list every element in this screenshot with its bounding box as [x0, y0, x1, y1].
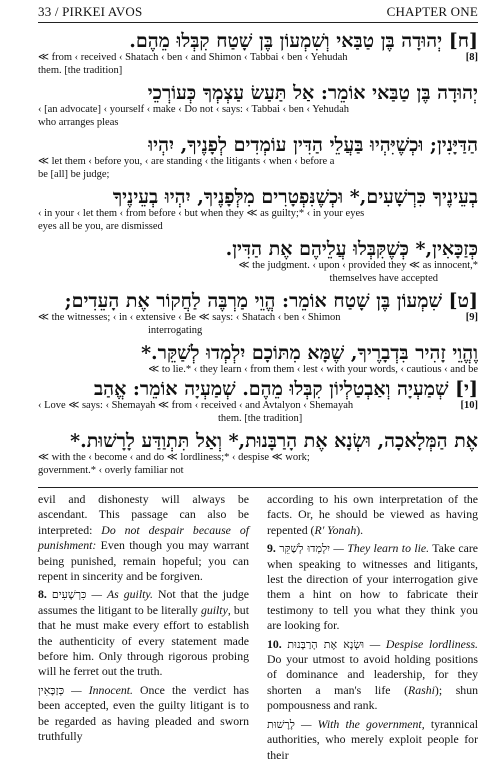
- note-lemma: — With the government,: [301, 716, 425, 731]
- commentary-italic: Rashi: [408, 682, 435, 697]
- mishnah-9-line: [38, 290, 478, 342]
- commentary-text: Take care when speaking to witnesses and litigants, lest the direction of your interrogation give them a hint on how to fabricate their testimony to tell you what they think you are looking for.: [267, 541, 478, 633]
- mishnah-line: [38, 342, 478, 378]
- gloss-text: ≪ the witnesses; ‹ in ‹ extensive ‹ Be ≪ says: ‹ Shatach ‹ ben ‹ Shimon: [38, 312, 341, 323]
- gloss-text-sub: eyes all be you, are dismissed: [38, 221, 163, 232]
- commentary-text: evil and dishonesty will always be ascendant. This passage can also be interpreted:: [38, 492, 249, 537]
- mishnah-number: [8]: [465, 52, 478, 63]
- gloss-text-sub: who arranges pleas: [38, 117, 119, 128]
- commentary-paragraph: [38, 683, 249, 745]
- gloss-line: [38, 364, 478, 378]
- commentary-text: tyrannical authorities, who merely exploit people for their: [267, 716, 478, 762]
- hebrew-line: [ח] יְהוּדָה בֶּן טַבַּאי וְשִׁמְעוֹן בֶּן שָׁטַח קִבְּלוּ מֵהֶם.: [129, 30, 478, 52]
- note-hebrew: יִלְמְדוּ לְשַׁקֵּר: [279, 542, 331, 556]
- commentary-rule: [38, 487, 478, 488]
- commentary-text: , but that he must make every effort to establish the authenticity of every statement made before him. Only through rigorous probing will he ferret out the truth.: [38, 602, 249, 679]
- gloss-text: ‹ Love ≪ says: ‹ Shemayah ≪ from ‹ received ‹ and Avtalyon ‹ Shemayah: [38, 400, 354, 411]
- note-hebrew: כִּרְשָׁעִים: [51, 588, 87, 602]
- hebrew-line: כְּזַכָּאִין,* כְּשֶׁקִּבְּלוּ עֲלֵיהֶם אֶת הַדִּין.: [225, 238, 478, 260]
- mishnah-text: [38, 30, 478, 482]
- mishnah-8-line: [38, 30, 478, 82]
- gloss-text-sub: be [all] be judge;: [38, 169, 110, 180]
- commentary-text: Do your utmost to avoid holding positions of dominance and leadership, for they shorten a man's life (: [267, 652, 478, 697]
- commentary-italic: guilty: [200, 602, 228, 617]
- commentary-left-column: [38, 492, 249, 748]
- gloss-line: [38, 104, 478, 134]
- mishnah-line: [38, 238, 478, 290]
- gloss-line: [38, 208, 478, 238]
- gloss-text-sub: interrogating: [148, 325, 203, 336]
- gloss-line: [38, 400, 478, 430]
- note-number: 9.: [267, 541, 276, 556]
- commentary-text: ); shun pompousness and rank.: [267, 682, 478, 713]
- commentary-paragraph: [267, 637, 478, 714]
- hebrew-line: בְעֵינֶיךָ כִּרְשָׁעִים,* וּכְשֶׁנִּפְטָרִים מִלְּפָנֶיךָ, יִהְיוּ בְעֵינֶיךָ: [112, 186, 478, 208]
- commentary: [38, 492, 478, 762]
- mishnah-line: [38, 186, 478, 238]
- commentary-italic: R' Yonah: [314, 522, 357, 537]
- mishnah-number: [10]: [460, 400, 478, 411]
- note-hebrew: כְּזַכָּאִין: [38, 683, 65, 697]
- note-lemma: — They learn to lie.: [333, 541, 430, 556]
- gloss-line: [38, 52, 478, 82]
- note-lemma: — Despise lordliness.: [369, 636, 478, 651]
- hebrew-line: [י] שְׁמַעְיָה וְאַבְטַלְיוֹן קִבְּלוּ מֵהֶם. שְׁמַעְיָה אוֹמֵר: אֱהַב: [94, 378, 478, 400]
- mishnah-line: [38, 134, 478, 186]
- hebrew-line: אֶת הַמְּלָאכָה, וּשְׂנָא אֶת הָרַבָּנוּת,* וְאַל תִּתְוַדַּע לָרָשׁוּת.*: [70, 430, 478, 452]
- mishnah-line: [38, 82, 478, 134]
- hebrew-line: וֶהֱוֵי זָהִיר בִּדְבָרֶיךָ, שֶׁמָּא מִתּוֹכָם יִלְמְדוּ לְשַׁקֵּר.*: [141, 342, 478, 364]
- gloss-text: ≪ the judgment. ‹ upon ‹ provided they ≪ as innocent,*: [238, 260, 478, 271]
- commentary-text: ).: [356, 522, 364, 537]
- gloss-text: ≪ from ‹ received ‹ Shatach ‹ ben ‹ and Shimon ‹ Tabbai ‹ ben ‹ Yehudah: [38, 52, 348, 63]
- gloss-text: ≪ let them ‹ before you, ‹ are standing ‹ the litigants ‹ when ‹ before a: [38, 156, 335, 167]
- gloss-text-sub: them. [the tradition]: [38, 65, 123, 76]
- gloss-text: ≪ with the ‹ become ‹ and do ≪ lordliness;* ‹ despise ≪ work;: [38, 452, 310, 463]
- commentary-text: Once the verdict has been accepted, even the guilty litigant is to be regarded as having pleaded and sworn truthfully: [38, 682, 249, 744]
- commentary-right-column: [267, 492, 478, 766]
- gloss-text-sub: themselves have accepted: [329, 273, 438, 284]
- commentary-paragraph: [267, 492, 478, 538]
- chapter-label: CHAPTER ONE: [386, 4, 478, 19]
- commentary-paragraph: [267, 717, 478, 763]
- hebrew-line: [ט] שִׁמְעוֹן בֶּן שָׁטַח אוֹמֵר: הֱוֵי מַרְבֶּה לַחֲקוֹר אֶת הָעֵדִים;: [64, 290, 478, 312]
- note-lemma: — As guilty.: [91, 587, 153, 602]
- commentary-text: Even though you may warrant being punished, remain hopeful; you can repent in sincerity and be forgiven.: [38, 538, 249, 584]
- page-number-title: 33 / PIRKEI AVOS: [38, 4, 143, 19]
- note-number: 8.: [38, 587, 47, 602]
- note-hebrew: וּשְׂנָא אֶת הָרַבָּנוּת: [287, 637, 365, 651]
- gloss-line: [38, 156, 478, 186]
- gloss-line: [38, 452, 478, 482]
- gloss-text: ‹ [an advocate] ‹ yourself ‹ make ‹ Do not ‹ says: ‹ Tabbai ‹ ben ‹ Yehudah: [38, 104, 350, 115]
- note-lemma: — Innocent.: [71, 682, 133, 697]
- note-number: 10.: [267, 636, 282, 651]
- gloss-text: ‹ in your ‹ let them ‹ from before ‹ but when they ≪ as guilty;* ‹ in your eyes: [38, 208, 365, 219]
- commentary-paragraph: [38, 492, 249, 584]
- gloss-text-sub: them. [the tradition]: [218, 413, 303, 424]
- note-hebrew: לָרָשׁוּת: [267, 717, 295, 731]
- gloss-line: [38, 312, 478, 342]
- commentary-paragraph: [38, 587, 249, 679]
- gloss-text: ≪ to lie.* ‹ they learn ‹ from them ‹ lest ‹ with your words, ‹ cautious ‹ and be: [148, 364, 478, 375]
- gloss-line: [38, 260, 478, 290]
- hebrew-line: יְהוּדָה בֶּן טַבַּאי אוֹמֵר: אַל תַּעַשׂ עַצְמְךָ כְּעוֹרְכֵי: [147, 82, 478, 104]
- header-rule: [38, 22, 478, 23]
- mishnah-10-line: [38, 378, 478, 430]
- commentary-text: Not that the judge assumes the litigant to be literally: [38, 587, 249, 617]
- running-header: [38, 4, 478, 22]
- mishnah-line: [38, 430, 478, 482]
- commentary-paragraph: [267, 541, 478, 633]
- commentary-text: according to his own interpretation of the facts. Or, he should be viewed as having repented (: [267, 492, 478, 537]
- mishnah-number: [9]: [465, 312, 478, 323]
- commentary-italic: Do not despair because of punishment:: [38, 522, 249, 553]
- gloss-text-sub: government.* ‹ overly familiar not: [38, 465, 184, 476]
- hebrew-line: הַדַּיָּנִין; וּכְשֶׁיִּהְיוּ בַּעֲלֵי הַדִּין עוֹמְדִים לְפָנֶיךָ, יִהְיוּ: [148, 134, 478, 156]
